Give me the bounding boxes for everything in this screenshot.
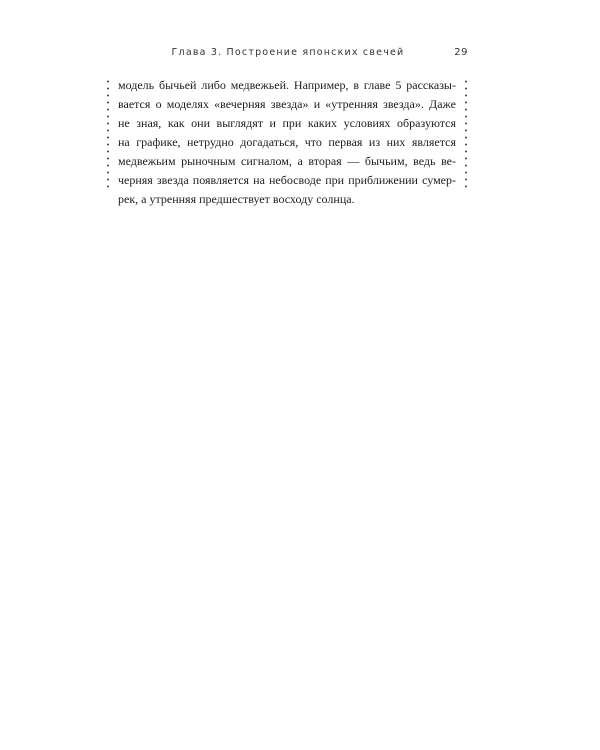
text-line: рек, а утренняя предшествует восходу солнца. <box>118 192 355 206</box>
text-line: вается о моделях «вечерняя звезда» и «утренняя звезда». Даже <box>118 97 456 111</box>
chapter-title: Глава 3. Построение японских свечей <box>171 47 405 58</box>
text-line: на графике, нетрудно догадаться, что первая из них является <box>118 135 456 149</box>
text-line: модель бычьей либо медвежьей. Например, в главе 5 рассказы- <box>118 78 456 92</box>
text-line: черняя звезда появляется на небосводе при приближении сумер- <box>118 173 456 187</box>
body-paragraph <box>118 76 456 209</box>
right-dotted-rule <box>465 78 467 188</box>
text-line: медвежьим рыночным сигналом, а вторая — бычьим, ведь ве- <box>118 154 456 168</box>
left-dotted-rule <box>107 78 109 188</box>
text-line: не зная, как они выглядят и при каких условиях образуются <box>118 116 456 130</box>
page-number: 29 <box>454 47 468 58</box>
running-head <box>108 47 468 63</box>
